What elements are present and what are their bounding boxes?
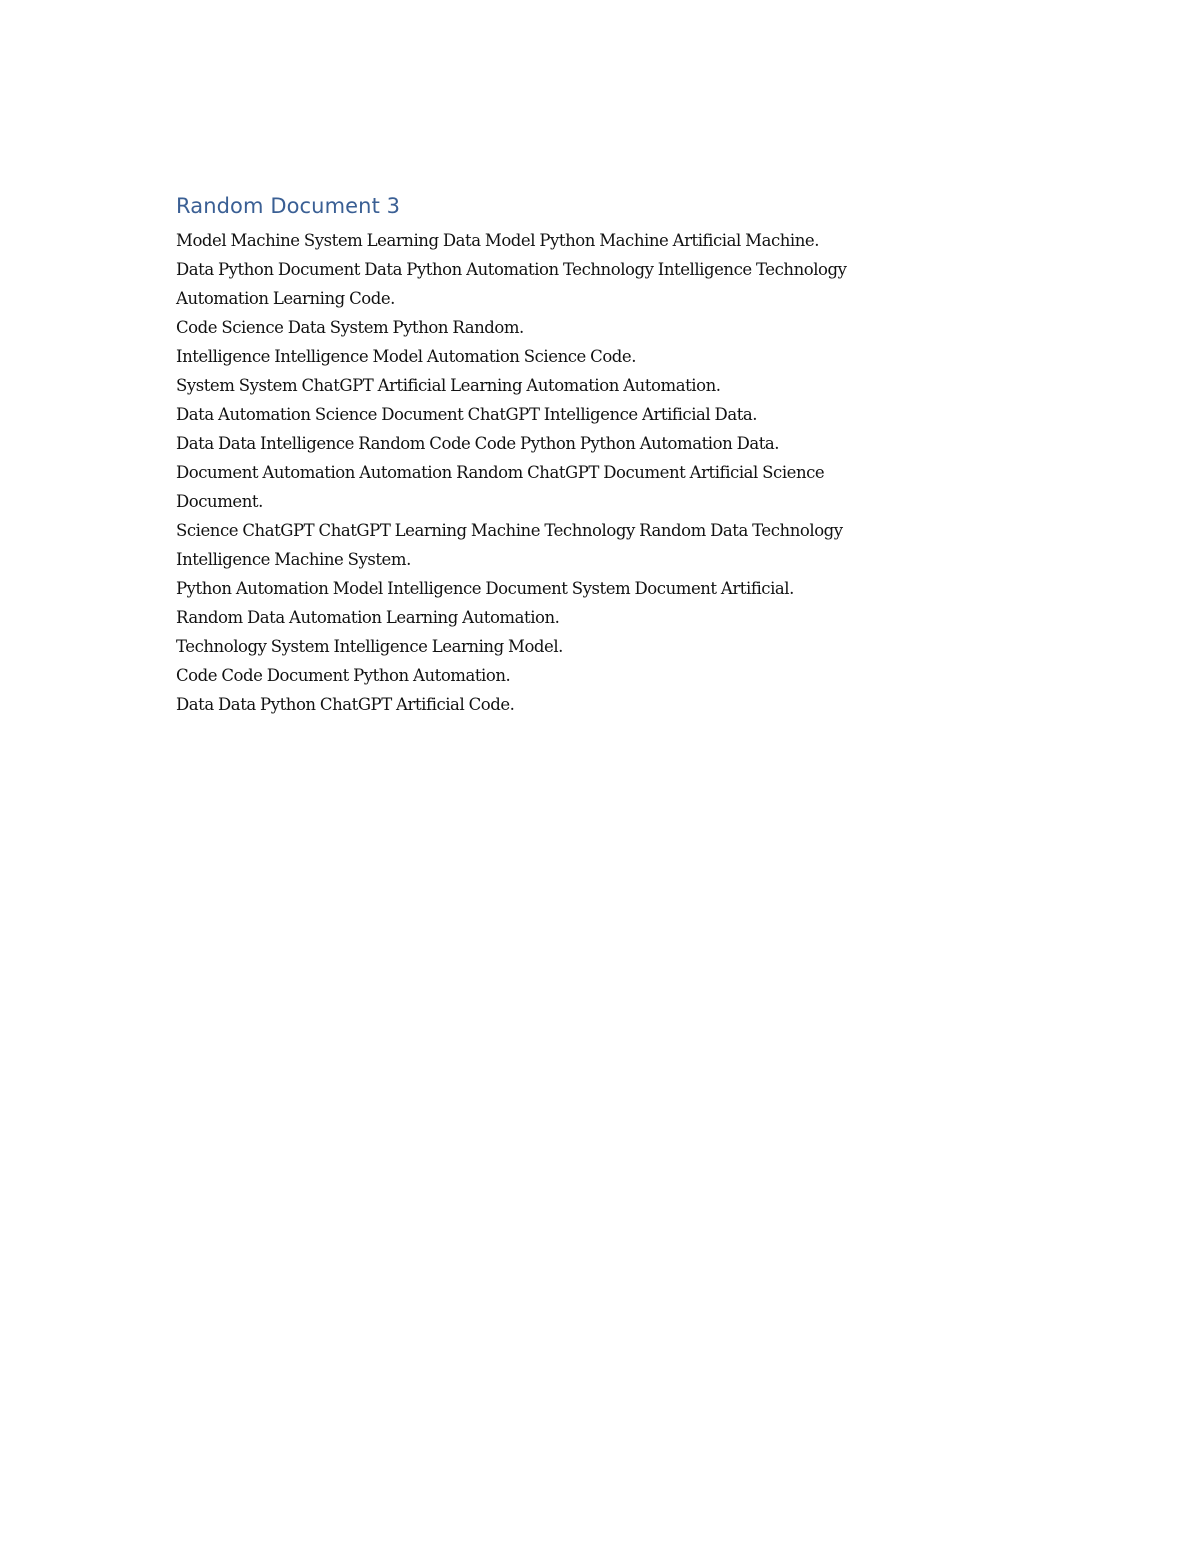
- body-line: Random Data Automation Learning Automation.: [176, 608, 560, 627]
- body-line: Data Data Python ChatGPT Artificial Code.: [176, 695, 515, 714]
- body-line: Intelligence Intelligence Model Automation Science Code.: [176, 347, 637, 366]
- body-line: Science ChatGPT ChatGPT Learning Machine Technology Random Data Technology: [176, 521, 843, 540]
- body-line: Data Data Intelligence Random Code Code Python Python Automation Data.: [176, 434, 780, 453]
- body-line: Document Automation Automation Random ChatGPT Document Artificial Science: [176, 463, 825, 482]
- body-line: Code Code Document Python Automation.: [176, 666, 511, 685]
- body-line: Code Science Data System Python Random.: [176, 318, 524, 337]
- body-line: Python Automation Model Intelligence Document System Document Artificial.: [176, 579, 794, 598]
- document-heading: Random Document 3: [176, 194, 401, 218]
- document-body: [176, 226, 976, 719]
- document-content: [176, 190, 976, 719]
- body-line: Document.: [176, 492, 263, 511]
- body-line: Data Python Document Data Python Automation Technology Intelligence Technology: [176, 260, 847, 279]
- body-line: Automation Learning Code.: [176, 289, 395, 308]
- body-line: Data Automation Science Document ChatGPT Intelligence Artificial Data.: [176, 405, 758, 424]
- body-line: Technology System Intelligence Learning Model.: [176, 637, 563, 656]
- body-line: Intelligence Machine System.: [176, 550, 411, 569]
- body-line: System System ChatGPT Artificial Learning Automation Automation.: [176, 376, 721, 395]
- body-line: Model Machine System Learning Data Model Python Machine Artificial Machine.: [176, 231, 820, 250]
